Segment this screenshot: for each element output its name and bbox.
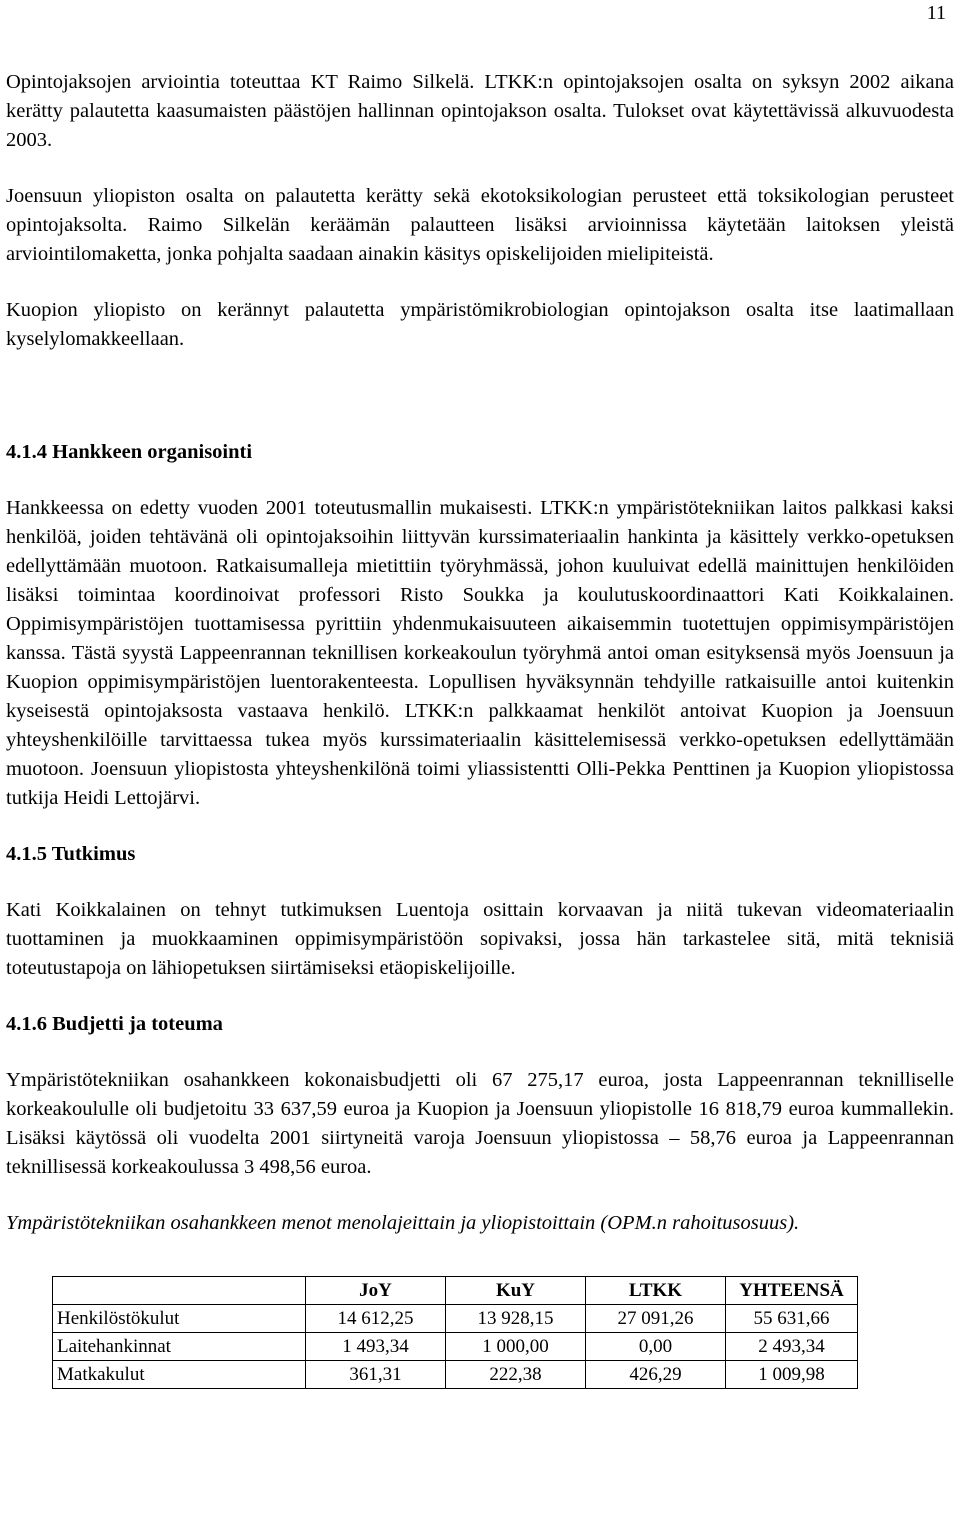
row-label: Matkakulut [53, 1361, 306, 1389]
heading-budget: 4.1.6 Budjetti ja toteuma [6, 1013, 223, 1035]
cell-value: 13 928,15 [446, 1305, 586, 1333]
cell-value: 0,00 [586, 1333, 726, 1361]
table-header-row [53, 1277, 858, 1305]
paragraph-kuopio-feedback: Kuopion yliopisto on kerännyt palautetta ympäristömikrobiologian opintojakson osalta itse laatimallaan kyselylomakkeellaan. [6, 299, 954, 350]
table-row [53, 1333, 858, 1361]
document-body [6, 68, 954, 1389]
table-row [53, 1361, 858, 1389]
table-row [53, 1305, 858, 1333]
paragraph-evaluation: Opintojaksojen arviointia toteuttaa KT Raimo Silkelä. LTKK:n opintojaksojen osalta on syksyn 2002 aikana kerätty palautetta kaasumaisten päästöjen hallinnan opintojakson osalta. Tulokset ovat käytettävissä alkuvuodesta 2003. [6, 71, 954, 151]
page-number: 11 [926, 2, 946, 24]
budget-table [52, 1276, 858, 1389]
cell-value: 27 091,26 [586, 1305, 726, 1333]
header-cell-ltkk: LTKK [586, 1277, 726, 1305]
paragraph-research: Kati Koikkalainen on tehnyt tutkimuksen Luentoja osittain korvaavan ja niitä tukevan videomateriaalin tuottaminen ja muokkaaminen oppimisympäristöön sopivaksi, jossa hän tarkastelee sitä, mitä teknisiä toteutustapoja on lähiopetuksen siirtämiseksi etäopiskelijoille. [6, 899, 954, 979]
paragraph-joensuu-feedback: Joensuun yliopiston osalta on palautetta kerätty sekä ekotoksikologian perusteet että toksikologian perusteet opintojaksolta. Raimo Silkelän keräämän palautteen lisäksi arvioinnissa käytetään laitoksen yleistä arviointilomaketta, jonka pohjalta saadaan ainakin käsitys opiskelijoiden mielipiteistä. [6, 185, 954, 265]
cell-value: 14 612,25 [306, 1305, 446, 1333]
cell-value: 426,29 [586, 1361, 726, 1389]
cell-value: 1 009,98 [726, 1361, 858, 1389]
cell-value: 222,38 [446, 1361, 586, 1389]
row-label: Laitehankinnat [53, 1333, 306, 1361]
header-cell-kuy: KuY [446, 1277, 586, 1305]
heading-research: 4.1.5 Tutkimus [6, 843, 136, 865]
cell-value: 55 631,66 [726, 1305, 858, 1333]
cell-value: 361,31 [306, 1361, 446, 1389]
header-cell-joy: JoY [306, 1277, 446, 1305]
cell-value: 1 000,00 [446, 1333, 586, 1361]
table-caption: Ympäristötekniikan osahankkeen menot menolajeittain ja yliopistoittain (OPM.n rahoitusosuus). [6, 1212, 800, 1234]
heading-organisation: 4.1.4 Hankkeen organisointi [6, 441, 253, 463]
paragraph-budget: Ympäristötekniikan osahankkeen kokonaisbudjetti oli 67 275,17 euroa, josta Lappeenrannan teknilliselle korkeakoululle oli budjetoitu 33 637,59 euroa ja Kuopion ja Joensuun yliopistolle 16 818,79 euroa kummallekin. Lisäksi käytössä oli vuodelta 2001 siirtyneitä varoja Joensuun yliopistossa – 58,76 euroa ja Lappeenrannan teknillisessä korkeakoulussa 3 498,56 euroa. [6, 1069, 954, 1178]
cell-value: 1 493,34 [306, 1333, 446, 1361]
cell-value: 2 493,34 [726, 1333, 858, 1361]
paragraph-organisation: Hankkeessa on edetty vuoden 2001 toteutusmallin mukaisesti. LTKK:n ympäristötekniikan laitos palkkasi kaksi henkilöä, joiden tehtävänä oli opintojaksoihin liittyvän kurssimateriaalin hankinta ja käsittely verkko-opetuksen edellyttämään muotoon. Ratkaisumalleja mietittiin työryhmässä, johon kuuluivat edellä mainittujen henkilöiden lisäksi toimintaa koordinoivat professori Risto Soukka ja koulutuskoordinaattori Kati Koikkalainen. Oppimisympäristöjen tuottamisessa pyrittiin yhdenmukaisuuteen aikaisemmin tuotettujen oppimisympäristöjen kanssa. Tästä syystä Lappeenrannan teknillisen korkeakoulun työryhmä antoi oman esityksensä myös Joensuun ja Kuopion oppimisympäristöjen luentorakenteesta. Lopullisen hyväksynnän tehdyille ratkaisuille antoi kuitenkin kyseisestä opintojaksosta vastaava henkilö. LTKK:n palkkaamat henkilöt antoivat Kuopion ja Joensuun yhteyshenkilöille tarvittaessa tukea myös kurssimateriaalin käsittelemisessä verkko-opetuksen edellyttämään muotoon. Joensuun yliopistosta yhteyshenkilönä toimi yliassistentti Olli-Pekka Penttinen ja Kuopion yliopistossa tutkija Heidi Lettojärvi. [6, 497, 954, 809]
header-cell-total: YHTEENSÄ [726, 1277, 858, 1305]
row-label: Henkilöstökulut [53, 1305, 306, 1333]
header-cell-empty [53, 1277, 306, 1305]
